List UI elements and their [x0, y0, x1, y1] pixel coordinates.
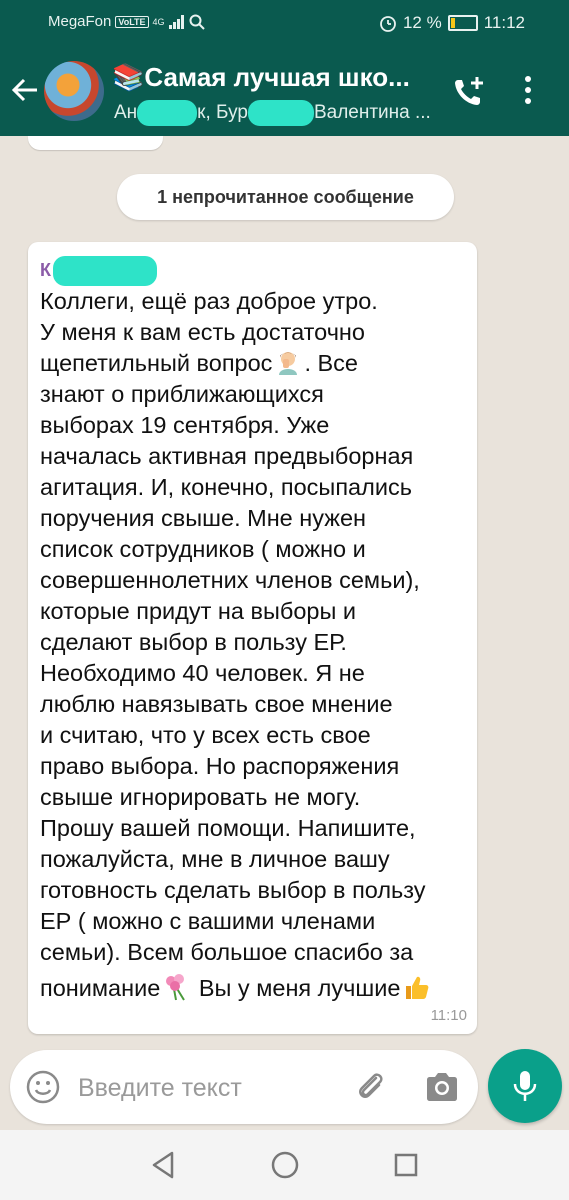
- system-navigation-bar: [0, 1130, 569, 1200]
- chat-area[interactable]: [0, 136, 569, 1056]
- chat-header: [0, 48, 569, 136]
- message-line: началась активная предвыборная: [40, 443, 414, 469]
- message-bubble[interactable]: [28, 242, 477, 1034]
- battery-icon: [448, 15, 478, 31]
- alarm-icon: [379, 14, 397, 32]
- redacted-block: [137, 100, 197, 126]
- message-timestamp: 11:10: [430, 1007, 467, 1024]
- attach-icon[interactable]: [354, 1070, 388, 1104]
- search-icon: [189, 14, 205, 30]
- message-line: Коллеги, ещё раз доброе утро.: [40, 288, 378, 314]
- message-line: понимание Вы у меня лучшие: [40, 968, 472, 1008]
- voice-message-button[interactable]: [488, 1049, 562, 1123]
- bouquet-emoji-icon: [162, 973, 190, 1001]
- sender-initial: К: [40, 259, 51, 280]
- message-line: люблю навязывать свое мнение: [40, 691, 393, 717]
- sender-name: [40, 256, 157, 286]
- message-line: Прошу вашей помощи. Напишите,: [40, 815, 416, 841]
- message-line: и считаю, что у всех есть свое: [40, 722, 371, 748]
- message-line: пожалуйста, мне в личное вашу: [40, 846, 390, 872]
- more-options-icon[interactable]: [524, 76, 532, 108]
- message-input[interactable]: [76, 1068, 340, 1108]
- message-line: список сотрудников ( можно и: [40, 536, 366, 562]
- message-line: выборах 19 сентября. Уже: [40, 412, 330, 438]
- microphone-icon: [511, 1069, 539, 1103]
- back-arrow-icon[interactable]: [10, 75, 40, 105]
- signal-icon: [169, 15, 185, 29]
- battery-percent: 12 %: [402, 13, 442, 32]
- message-line: агитация. И, конечно, посыпались: [40, 474, 412, 500]
- message-line: совершеннолетних членов семьи),: [40, 567, 420, 593]
- message-text: [40, 286, 472, 1008]
- redacted-block: [248, 100, 314, 126]
- status-bar: [0, 0, 569, 48]
- message-line: ЕР ( можно с вашими членами: [40, 908, 376, 934]
- volte-badge: VoLTE: [115, 16, 148, 28]
- carrier-name: MegaFon: [48, 13, 112, 30]
- nav-back-icon[interactable]: [150, 1150, 176, 1180]
- message-line: свыше игнорировать не могу.: [40, 784, 361, 810]
- previous-message-bubble: [28, 136, 163, 150]
- unread-messages-notice: 1 непрочитанное сообщение: [117, 174, 454, 220]
- message-line: семьи). Всем большое спасибо за: [40, 939, 414, 965]
- chat-members[interactable]: [114, 100, 431, 126]
- message-line: которые придут на выборы и: [40, 598, 356, 624]
- add-call-icon[interactable]: [450, 74, 486, 110]
- clock: 11:12: [483, 13, 525, 32]
- nav-home-icon[interactable]: [270, 1150, 300, 1180]
- message-line: знают о приближающихся: [40, 381, 324, 407]
- message-line: щепетильный вопрос . Все: [40, 350, 358, 376]
- message-composer: [10, 1050, 478, 1124]
- nav-recent-apps-icon[interactable]: [393, 1152, 419, 1178]
- message-line: У меня к вам есть достаточно: [40, 319, 365, 345]
- member-name-2: к, Бур: [197, 102, 248, 124]
- message-line: право выбора. Но распоряжения: [40, 753, 400, 779]
- camera-icon[interactable]: [424, 1070, 460, 1104]
- redacted-block: [53, 256, 157, 286]
- network-type: 4G: [152, 16, 165, 27]
- message-line: Необходимо 40 человек. Я не: [40, 660, 365, 686]
- member-name-1: Ан: [114, 102, 138, 124]
- woman-facepalming-emoji-icon: [274, 348, 302, 376]
- message-line: готовность сделать выбор в пользу: [40, 877, 426, 903]
- thumbs-up-emoji-icon: [402, 973, 430, 1001]
- emoji-icon[interactable]: [26, 1070, 60, 1104]
- chat-title[interactable]: 📚Самая лучшая шко...: [112, 62, 410, 92]
- member-name-3: Валентина ...: [313, 102, 431, 124]
- message-line: сделают выбор в пользу ЕР.: [40, 629, 347, 655]
- group-avatar[interactable]: [44, 61, 104, 121]
- message-line: поручения свыше. Мне нужен: [40, 505, 367, 531]
